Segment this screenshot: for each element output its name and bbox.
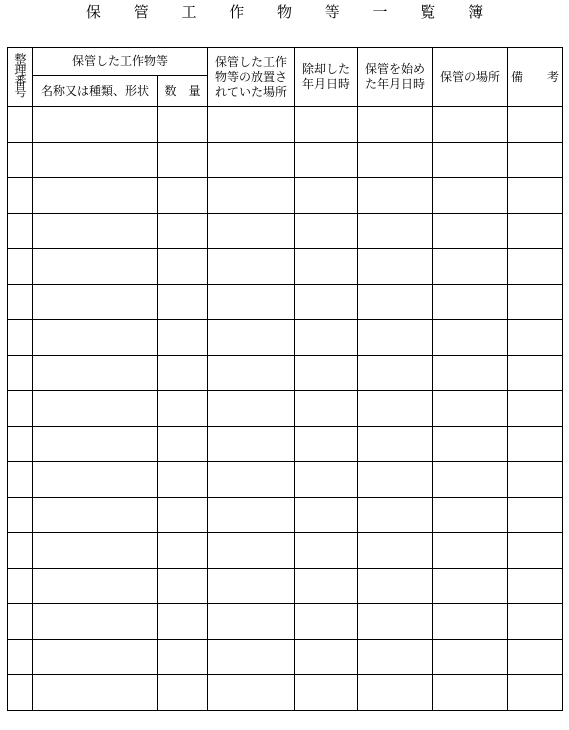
cell-removal-date[interactable] [295, 213, 358, 249]
cell-storage-start[interactable] [358, 639, 433, 675]
header-storage-place: 保管の場所 [433, 48, 508, 107]
cell-storage-place[interactable] [433, 213, 508, 249]
cell-storage-start[interactable] [358, 604, 433, 640]
cell-serial[interactable] [8, 533, 33, 569]
cell-quantity[interactable] [158, 497, 208, 533]
cell-place-removed[interactable] [208, 284, 295, 320]
cell-name-type[interactable] [33, 249, 158, 285]
cell-serial[interactable] [8, 213, 33, 249]
table-row [8, 675, 563, 711]
cell-name-type[interactable] [33, 497, 158, 533]
table-row [8, 568, 563, 604]
header-serial-label: 整理番号 [13, 53, 27, 97]
cell-storage-place[interactable] [433, 462, 508, 498]
cell-storage-place[interactable] [433, 320, 508, 356]
cell-storage-start[interactable] [358, 675, 433, 711]
register-body [8, 107, 563, 711]
cell-name-type[interactable] [33, 675, 158, 711]
header-storage-start-label: 保管を始めた年月日時 [365, 62, 426, 91]
cell-name-type[interactable] [33, 107, 158, 143]
cell-serial[interactable] [8, 497, 33, 533]
cell-remarks[interactable] [508, 568, 563, 604]
cell-storage-start[interactable] [358, 142, 433, 178]
table-row [8, 178, 563, 214]
table-row [8, 284, 563, 320]
cell-storage-place[interactable] [433, 249, 508, 285]
cell-quantity[interactable] [158, 391, 208, 427]
cell-place-removed[interactable] [208, 320, 295, 356]
cell-removal-date[interactable] [295, 355, 358, 391]
cell-storage-start[interactable] [358, 213, 433, 249]
cell-remarks[interactable] [508, 249, 563, 285]
cell-place-removed[interactable] [208, 178, 295, 214]
cell-storage-place[interactable] [433, 355, 508, 391]
cell-remarks[interactable] [508, 320, 563, 356]
header-place-removed-label: 保管した工作物等の放置されていた場所 [215, 54, 288, 99]
cell-name-type[interactable] [33, 284, 158, 320]
cell-remarks[interactable] [508, 142, 563, 178]
header-row [8, 48, 563, 76]
cell-serial[interactable] [8, 604, 33, 640]
cell-removal-date[interactable] [295, 568, 358, 604]
cell-name-type[interactable] [33, 142, 158, 178]
table-row [8, 391, 563, 427]
cell-serial[interactable] [8, 284, 33, 320]
cell-place-removed[interactable] [208, 568, 295, 604]
cell-quantity[interactable] [158, 320, 208, 356]
cell-quantity[interactable] [158, 675, 208, 711]
cell-storage-start[interactable] [358, 533, 433, 569]
cell-place-removed[interactable] [208, 533, 295, 569]
cell-name-type[interactable] [33, 568, 158, 604]
cell-quantity[interactable] [158, 533, 208, 569]
header-remarks: 備 考 [508, 48, 563, 107]
cell-remarks[interactable] [508, 213, 563, 249]
header-removal-date [295, 48, 358, 107]
cell-remarks[interactable] [508, 639, 563, 675]
cell-removal-date[interactable] [295, 320, 358, 356]
cell-serial[interactable] [8, 249, 33, 285]
cell-remarks[interactable] [508, 284, 563, 320]
cell-place-removed[interactable] [208, 355, 295, 391]
cell-place-removed[interactable] [208, 107, 295, 143]
cell-serial[interactable] [8, 178, 33, 214]
cell-place-removed[interactable] [208, 497, 295, 533]
cell-removal-date[interactable] [295, 462, 358, 498]
cell-storage-place[interactable] [433, 497, 508, 533]
cell-storage-place[interactable] [433, 639, 508, 675]
cell-storage-start[interactable] [358, 355, 433, 391]
cell-storage-start[interactable] [358, 497, 433, 533]
cell-serial[interactable] [8, 107, 33, 143]
header-serial-number [8, 48, 33, 107]
cell-quantity[interactable] [158, 213, 208, 249]
cell-quantity[interactable] [158, 178, 208, 214]
table-row [8, 142, 563, 178]
table-row [8, 320, 563, 356]
cell-place-removed[interactable] [208, 675, 295, 711]
cell-name-type[interactable] [33, 604, 158, 640]
page-title: 保 管 工 作 物 等 一 覧 簿 [85, 3, 498, 21]
cell-removal-date[interactable] [295, 497, 358, 533]
cell-quantity[interactable] [158, 284, 208, 320]
cell-remarks[interactable] [508, 533, 563, 569]
cell-place-removed[interactable] [208, 142, 295, 178]
cell-name-type[interactable] [33, 213, 158, 249]
cell-place-removed[interactable] [208, 639, 295, 675]
cell-serial[interactable] [8, 426, 33, 462]
cell-serial[interactable] [8, 320, 33, 356]
cell-removal-date[interactable] [295, 249, 358, 285]
header-removal-date-label: 除却した年月日時 [302, 62, 351, 91]
cell-quantity[interactable] [158, 107, 208, 143]
cell-remarks[interactable] [508, 675, 563, 711]
cell-place-removed[interactable] [208, 462, 295, 498]
cell-removal-date[interactable] [295, 426, 358, 462]
cell-serial[interactable] [8, 675, 33, 711]
cell-storage-place[interactable] [433, 533, 508, 569]
cell-quantity[interactable] [158, 639, 208, 675]
cell-serial[interactable] [8, 142, 33, 178]
cell-quantity[interactable] [158, 462, 208, 498]
cell-place-removed[interactable] [208, 426, 295, 462]
cell-quantity[interactable] [158, 426, 208, 462]
cell-storage-place[interactable] [433, 391, 508, 427]
table-row [8, 213, 563, 249]
cell-remarks[interactable] [508, 355, 563, 391]
header-storage-start [358, 48, 433, 107]
cell-name-type[interactable] [33, 355, 158, 391]
cell-quantity[interactable] [158, 355, 208, 391]
cell-remarks[interactable] [508, 178, 563, 214]
cell-storage-place[interactable] [433, 568, 508, 604]
cell-storage-start[interactable] [358, 391, 433, 427]
cell-remarks[interactable] [508, 107, 563, 143]
cell-quantity[interactable] [158, 249, 208, 285]
cell-place-removed[interactable] [208, 213, 295, 249]
table-row [8, 107, 563, 143]
cell-removal-date[interactable] [295, 178, 358, 214]
cell-storage-start[interactable] [358, 249, 433, 285]
table-row [8, 639, 563, 675]
cell-quantity[interactable] [158, 142, 208, 178]
header-name-type: 名称又は種類、形状 [33, 76, 158, 107]
cell-name-type[interactable] [33, 320, 158, 356]
cell-storage-place[interactable] [433, 284, 508, 320]
cell-removal-date[interactable] [295, 533, 358, 569]
cell-removal-date[interactable] [295, 142, 358, 178]
cell-storage-start[interactable] [358, 320, 433, 356]
cell-name-type[interactable] [33, 178, 158, 214]
cell-removal-date[interactable] [295, 639, 358, 675]
cell-storage-place[interactable] [433, 426, 508, 462]
table-row [8, 355, 563, 391]
cell-storage-start[interactable] [358, 426, 433, 462]
cell-name-type[interactable] [33, 533, 158, 569]
header-quantity: 数 量 [158, 76, 208, 107]
table-row [8, 497, 563, 533]
cell-removal-date[interactable] [295, 604, 358, 640]
cell-removal-date[interactable] [295, 284, 358, 320]
cell-removal-date[interactable] [295, 107, 358, 143]
cell-storage-place[interactable] [433, 142, 508, 178]
cell-serial[interactable] [8, 639, 33, 675]
cell-name-type[interactable] [33, 462, 158, 498]
table-row [8, 604, 563, 640]
cell-storage-place[interactable] [433, 604, 508, 640]
cell-place-removed[interactable] [208, 391, 295, 427]
storage-register-table [7, 47, 563, 711]
cell-quantity[interactable] [158, 568, 208, 604]
cell-storage-start[interactable] [358, 462, 433, 498]
table-row [8, 249, 563, 285]
cell-remarks[interactable] [508, 426, 563, 462]
cell-removal-date[interactable] [295, 675, 358, 711]
cell-name-type[interactable] [33, 639, 158, 675]
table-row [8, 426, 563, 462]
cell-storage-start[interactable] [358, 284, 433, 320]
cell-storage-place[interactable] [433, 675, 508, 711]
cell-storage-place[interactable] [433, 107, 508, 143]
cell-place-removed[interactable] [208, 604, 295, 640]
cell-storage-place[interactable] [433, 178, 508, 214]
cell-name-type[interactable] [33, 391, 158, 427]
cell-removal-date[interactable] [295, 391, 358, 427]
header-place-removed [208, 48, 295, 107]
header-stored-item: 保管した工作物等 [33, 48, 208, 76]
cell-remarks[interactable] [508, 462, 563, 498]
cell-serial[interactable] [8, 462, 33, 498]
cell-storage-start[interactable] [358, 107, 433, 143]
cell-serial[interactable] [8, 355, 33, 391]
cell-remarks[interactable] [508, 391, 563, 427]
cell-serial[interactable] [8, 391, 33, 427]
cell-serial[interactable] [8, 568, 33, 604]
cell-remarks[interactable] [508, 604, 563, 640]
table-row [8, 462, 563, 498]
cell-storage-start[interactable] [358, 178, 433, 214]
cell-name-type[interactable] [33, 426, 158, 462]
cell-place-removed[interactable] [208, 249, 295, 285]
cell-storage-start[interactable] [358, 568, 433, 604]
table-row [8, 533, 563, 569]
cell-quantity[interactable] [158, 604, 208, 640]
cell-remarks[interactable] [508, 497, 563, 533]
